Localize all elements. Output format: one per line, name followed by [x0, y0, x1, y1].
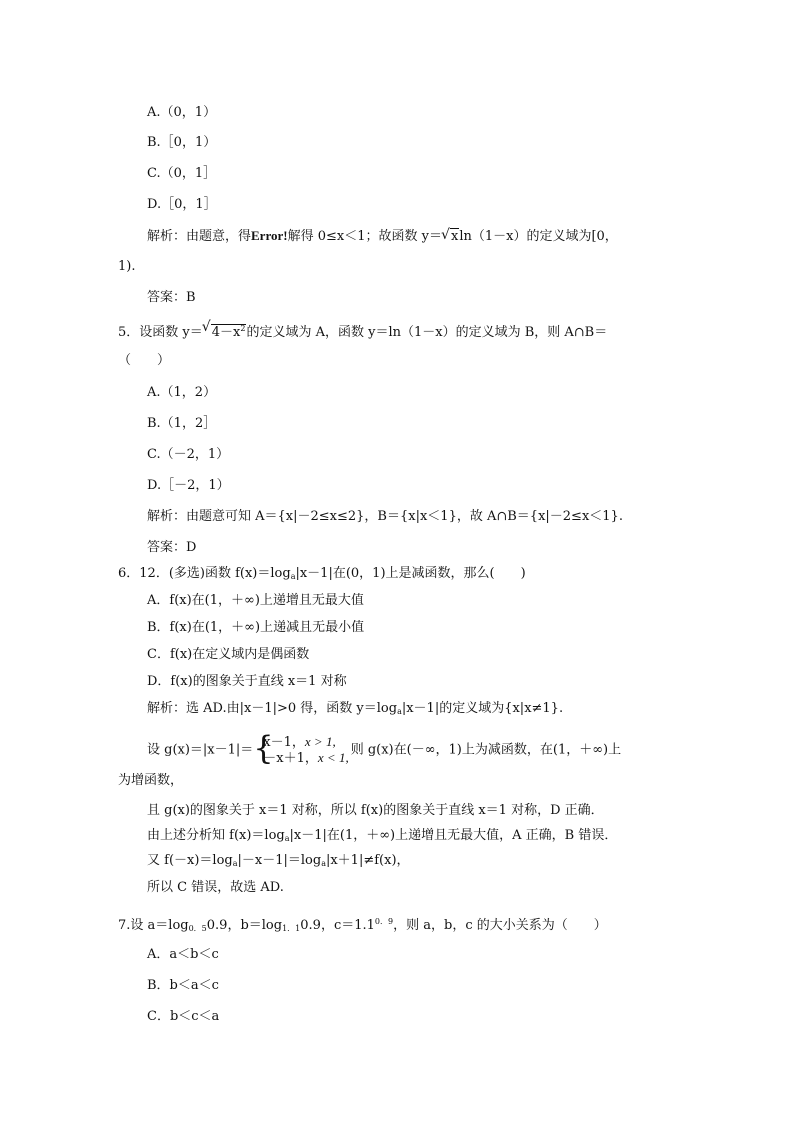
q4-option-b: B.［0，1） [147, 135, 217, 150]
q7-option-c: C．b＜c＜a [147, 1009, 220, 1024]
q5-option-d: D.［－2，1） [147, 478, 230, 493]
q7-option-b: B．b＜a＜c [147, 978, 219, 993]
q6-analysis-1: 解析：选 AD.由|x－1|>0 得，函数 $y=\log_a|x-1|$的定义域为{x|x≠1}. [147, 701, 564, 716]
q4-option-a: A.（0，1） [147, 105, 217, 120]
q4-option-d: D.［0，1］ [147, 197, 217, 212]
q6-analysis-5: 又 $f(-x)=\log_a|-x-1|=\log_a|x+1|\ne f(x)$， [147, 853, 410, 868]
q6-option-b: B．f(x)在(1，＋∞)上递减且无最小值 [147, 620, 365, 635]
q6-analysis-4: 由上述分析知 $f(x)=\log_a|x-1|$在(1，＋∞)上递增且无最大值，A 正确，B 错误． [147, 828, 618, 843]
q5-stem: 5．设函数 y＝√ $4-x^2$的定义域为 A，函数 y＝ln（1－x）的定义域为 B，则 A∩B＝ [118, 320, 607, 342]
q6-option-d: D．f(x)的图象关于直线 x＝1 对称 [147, 674, 347, 689]
q7-stem: 7.设 $a=\log_{0.5}0.9$，$b=\log_{1.1}0.9$，$c=1.1^{0.9}$，则 a，b，c 的大小关系为（ ） [118, 917, 607, 933]
q6-analysis-2: 设 g(x)＝|x－1|＝ { x－1，x > 1, －x＋1，x < 1, 则 g(x)在(－∞，1)上为减函数，在(1，＋∞)上 [147, 729, 622, 767]
q6-stem: 6．12．(多选)函数 $f(x)=\log_a|x-1|$在(0，1)上是减函数，那么( ) [118, 566, 526, 581]
q6-option-c: C．f(x)在定义域内是偶函数 [147, 647, 310, 662]
q5-analysis: 解析：由题意可知 A＝{x|－2≤x≤2}，B＝{x|x＜1}，故 A∩B＝{x|－2≤x＜1}. [147, 509, 623, 524]
q6-analysis-2-cont: 为增函数， [118, 773, 184, 788]
q6-analysis-3: 且 g(x)的图象关于 x＝1 对称，所以 f(x)的图象关于直线 x＝1 对称，D 正确． [147, 803, 604, 818]
q5-stem-cont: （ ） [118, 353, 171, 368]
q5-answer: 答案：D [147, 540, 197, 555]
q6-option-a: A．f(x)在(1，＋∞)上递增且无最大值 [147, 593, 364, 608]
piecewise-function: { x－1，x > 1, －x＋1，x < 1, [253, 729, 349, 767]
q5-option-a: A.（1，2） [147, 385, 217, 400]
q4-analysis-cont: 1). [118, 259, 136, 274]
q5-option-b: B.（1，2］ [147, 416, 217, 431]
q6-analysis-6: 所以 C 错误，故选 AD. [147, 880, 284, 895]
q5-option-c: C.（－2，1） [147, 447, 230, 462]
q7-option-a: A．a＜b＜c [147, 947, 219, 962]
q4-analysis: 解析：由题意，得Error!解得 0≤x＜1；故函数 y＝√ xln（1－x）的定义域为[0， [147, 227, 618, 246]
q4-option-c: C.（0，1］ [147, 166, 217, 181]
q4-answer: 答案：B [147, 290, 196, 305]
